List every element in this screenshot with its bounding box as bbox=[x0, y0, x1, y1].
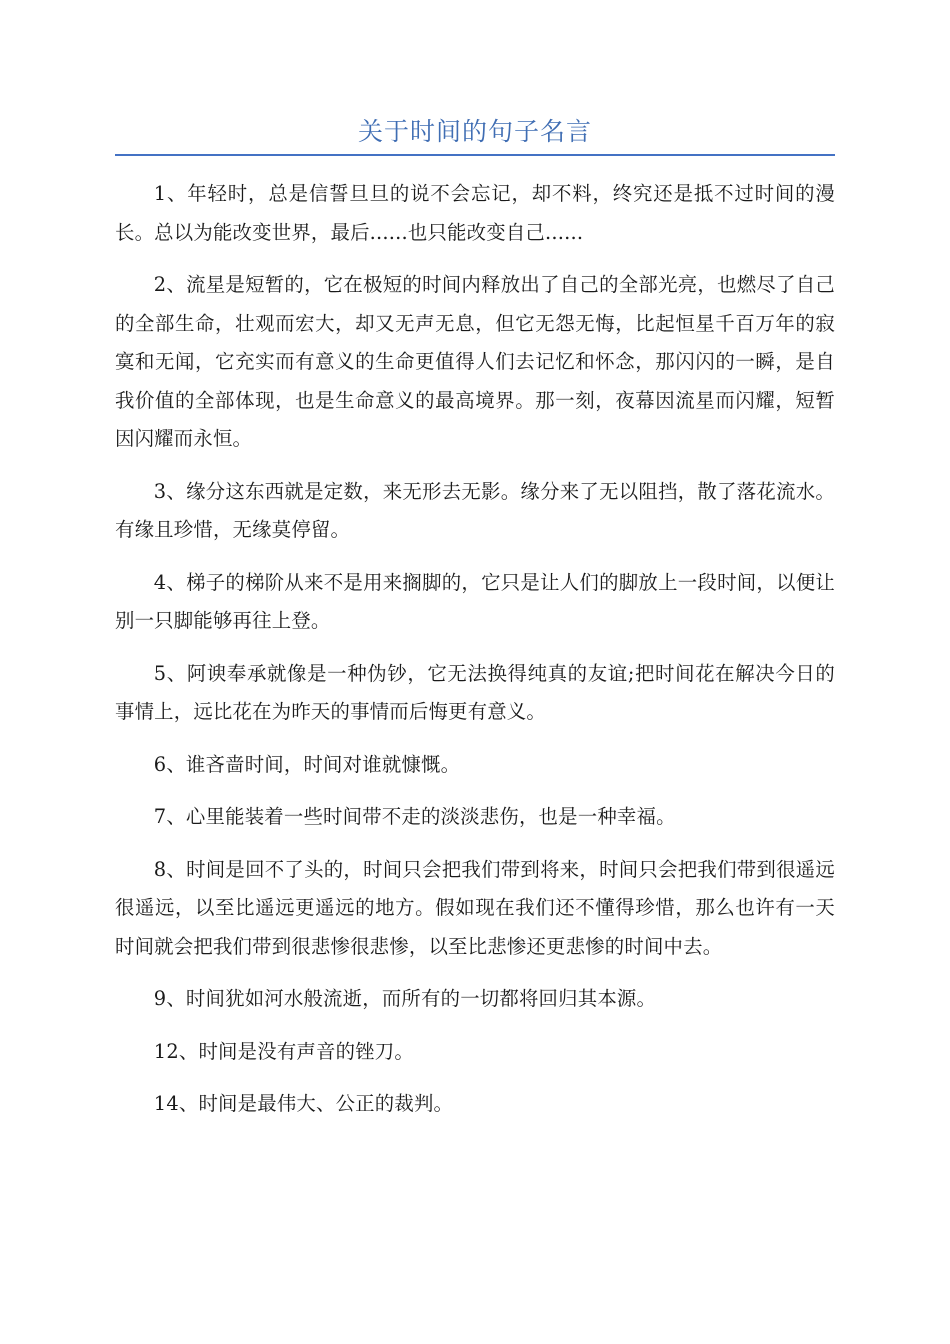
quote-paragraph-4: 4、梯子的梯阶从来不是用来搁脚的，它只是让人们的脚放上一段时间，以便让别一只脚能够再往上登。 bbox=[115, 570, 835, 632]
quote-paragraph-8: 8、时间是回不了头的，时间只会把我们带到将来，时间只会把我们带到很遥远很遥远，以至比遥远更遥远的地方。假如现在我们还不懂得珍惜，那么也许有一天时间就会把我们带到很悲惨很悲惨，以至比悲惨还更悲惨的时间中去。 bbox=[115, 857, 835, 958]
quote-paragraph-6: 6、谁吝啬时间，时间对谁就慷慨。 bbox=[153, 752, 461, 776]
quote-paragraph-14: 14、时间是最伟大、公正的裁判。 bbox=[153, 1092, 454, 1115]
quote-paragraph-7: 7、心里能装着一些时间带不走的淡淡悲伤，也是一种幸福。 bbox=[153, 805, 676, 828]
quote-paragraph-12: 12、时间是没有声音的锉刀。 bbox=[153, 1039, 414, 1063]
quote-paragraph-1: 1、年轻时，总是信誓旦旦的说不会忘记，却不料，终究还是抵不过时间的漫长。总以为能改变世界，最后......也只能改变自己...... bbox=[115, 182, 835, 244]
document-body bbox=[115, 175, 835, 1138]
quote-paragraph-9: 9、时间犹如河水般流逝，而所有的一切都将回归其本源。 bbox=[153, 987, 657, 1010]
quote-paragraph-5: 5、阿谀奉承就像是一种伪钞，它无法换得纯真的友谊;把时间花在解决今日的事情上，远比花在为昨天的事情而后悔更有意义。 bbox=[115, 661, 835, 723]
document-title: 关于时间的句子名言 bbox=[357, 117, 592, 146]
quote-paragraph-2: 2、流星是短暂的，它在极短的时间内释放出了自己的全部光亮，也燃尽了自己的全部生命，壮观而宏大，却又无声无息，但它无怨无悔，比起恒星千百万年的寂寞和无闻，它充实而有意义的生命更值得人们去记忆和怀念，那闪闪的一瞬，是自我价值的全部体现，也是生命意义的最高境界。那一刻，夜幕因流星而闪耀，短暂因闪耀而永恒。 bbox=[115, 273, 835, 450]
title-underline bbox=[115, 154, 835, 156]
quote-paragraph-3: 3、缘分这东西就是定数，来无形去无影。缘分来了无以阻挡，散了落花流水。有缘且珍惜，无缘莫停留。 bbox=[115, 479, 835, 541]
